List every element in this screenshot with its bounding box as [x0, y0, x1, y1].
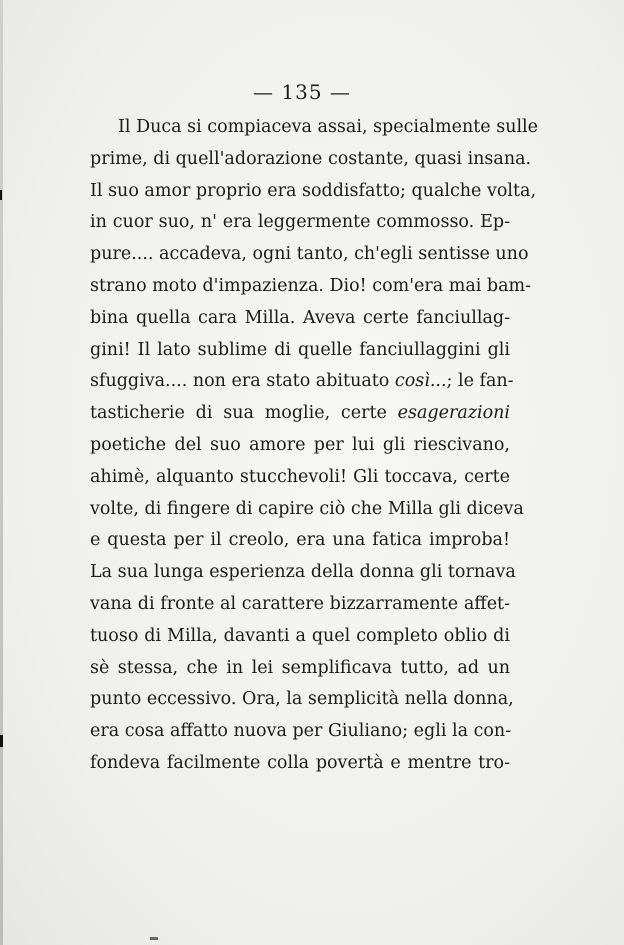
- text-line: strano moto d'impazienza. Dio! com'era mai bam-: [90, 275, 532, 296]
- margin-speck: [0, 735, 3, 747]
- text-line: in cuor suo, n' era leggermente commosso. Ep-: [90, 212, 510, 233]
- text-line: vana di fronte al carattere bizzarramente affet-: [90, 593, 510, 614]
- text-line: e questa per il creolo, era una fatica improba!: [90, 530, 510, 551]
- text-line: gini! Il lato sublime di quelle fanciullaggini gli: [90, 339, 510, 360]
- text-line: Il suo amor proprio era soddisfatto; qualche volta,: [90, 180, 537, 201]
- text-line: volte, di fingere di capire ciò che Milla gli diceva: [90, 498, 524, 519]
- text-line: punto eccessivo. Ora, la semplicità nella donna,: [90, 689, 514, 710]
- page-left-edge: [0, 0, 3, 945]
- text-line: La sua lunga esperienza della donna gli tornava: [90, 562, 516, 583]
- text-line: poetiche del suo amore per lui gli riescivano,: [90, 434, 510, 455]
- margin-speck: [150, 937, 158, 940]
- text-line: tuoso di Milla, davanti a quel completo oblio di: [90, 625, 510, 646]
- text-line: Il Duca si compiaceva assai, specialmente sulle: [118, 117, 539, 137]
- text-line: bina quella cara Milla. Aveva certe fanciullag-: [90, 307, 510, 328]
- text-line: tasticherie di sua moglie, certe esagerazioni: [90, 403, 510, 424]
- body-text: [90, 112, 539, 780]
- text-line: fondeva facilmente colla povertà e mentre tro-: [90, 752, 510, 773]
- text-line: era cosa affatto nuova per Giuliano; egli la con-: [90, 721, 512, 742]
- page-number: — 135 —: [253, 80, 351, 104]
- text-line: sè stessa, che in lei semplificava tutto, ad un: [90, 657, 510, 678]
- margin-speck: [0, 190, 2, 200]
- text-line: ahimè, alquanto stucchevoli! Gli toccava, certe: [90, 466, 510, 487]
- text-line: pure.... accadeva, ogni tanto, ch'egli sentisse uno: [90, 244, 529, 265]
- text-line: sfuggiva.... non era stato abituato così...; le fan-: [90, 371, 514, 392]
- text-line: prime, di quell'adorazione costante, quasi insana.: [90, 148, 532, 169]
